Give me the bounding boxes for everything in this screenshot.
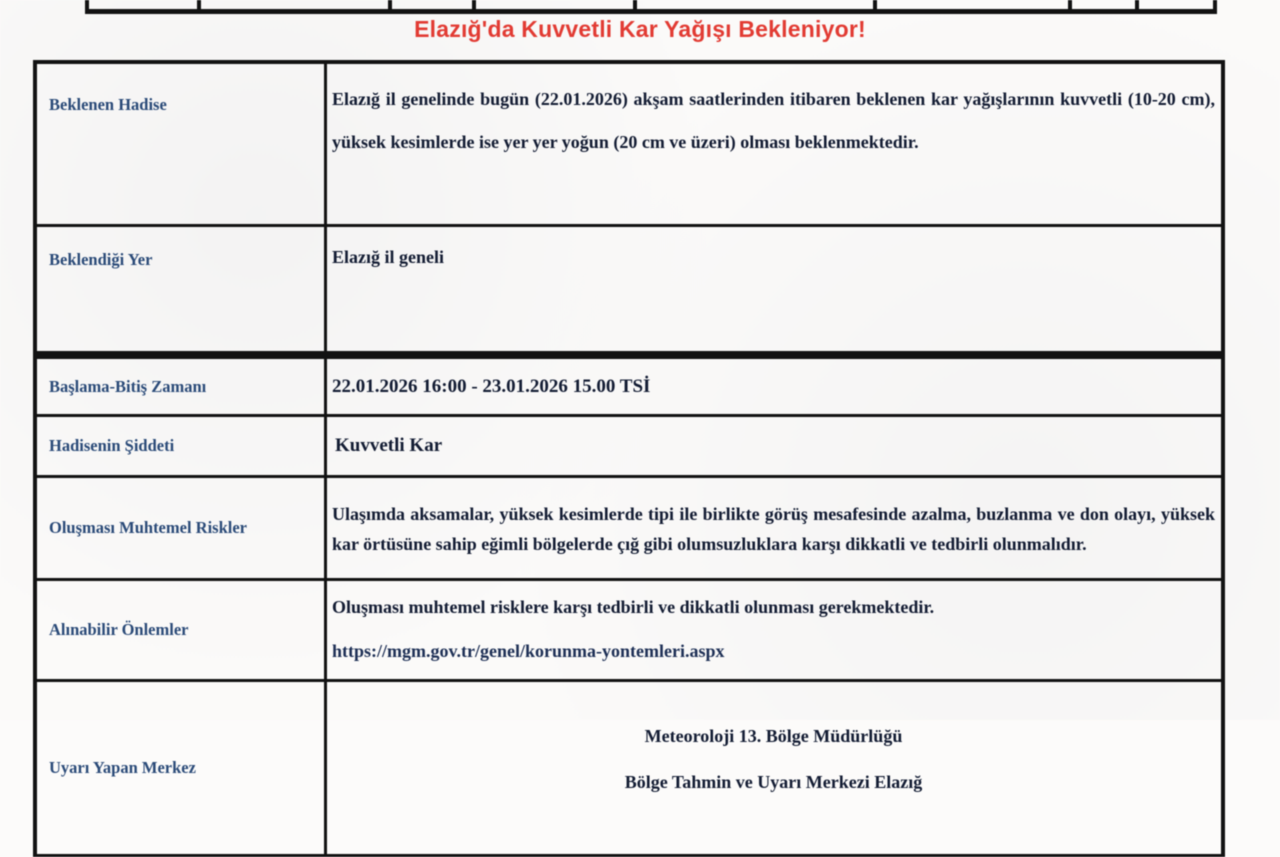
top-table-fragment — [85, 0, 1217, 14]
page-title: Elazığ'da Kuvvetli Kar Yağışı Bekleniyor! — [414, 16, 866, 42]
row-label: Beklenen Hadise — [35, 62, 326, 226]
row-value: Ulaşımda aksamalar, yüksek kesimlerde tipi ile birlikte görüş mesafesinde azalma, buzlanma ve don olayı, yüksek kar örtüsüne sahip eğimli bölgelerde çığ gibi olumsuzluklara karşı dikkatli ve tedbirli olunmalıdır. — [326, 477, 1224, 580]
row-value: Elazığ il genelinde bugün (22.01.2026) akşam saatlerinden itibaren beklenen kar yağışlarının kuvvetli (10-20 cm), yüksek kesimlerde ise yer yer yoğun (20 cm ve üzeri) olması beklenmektedir. — [326, 62, 1224, 226]
table-row-muhtemel-riskler — [35, 477, 1223, 580]
row-value: Elazığ il geneli — [326, 226, 1224, 356]
precaution-text: Oluşması muhtemel risklere karşı tedbirli ve dikkatli olunması gerekmektedir. — [332, 597, 935, 617]
row-label: Hadisenin Şiddeti — [35, 416, 326, 477]
warning-table — [33, 60, 1225, 857]
row-value: 22.01.2026 16:00 - 23.01.2026 15.00 TSİ — [326, 355, 1224, 416]
cell-divider — [197, 0, 201, 9]
issuing-center-line2: Bölge Tahmin ve Uyarı Merkezi Elazığ — [624, 772, 923, 792]
row-value — [326, 580, 1224, 681]
row-value — [326, 681, 1224, 856]
cell-divider — [873, 0, 877, 9]
protection-methods-link[interactable]: https://mgm.gov.tr/genel/korunma-yontemleri.aspx — [332, 641, 725, 661]
cell-divider — [1135, 0, 1139, 9]
table-row-baslama-bitis-zamani — [35, 355, 1223, 416]
cell-divider — [388, 0, 392, 9]
table-row-uyari-yapan-merkez — [35, 681, 1223, 856]
table-row-alinabilir-onlemler — [35, 580, 1223, 681]
row-label: Beklendiği Yer — [35, 226, 326, 356]
row-label: Başlama-Bitiş Zamanı — [35, 355, 326, 416]
row-label: Uyarı Yapan Merkez — [35, 681, 326, 856]
cell-divider — [633, 0, 637, 9]
cell-divider — [85, 0, 89, 9]
row-label: Oluşması Muhtemel Riskler — [35, 477, 326, 580]
cell-divider — [472, 0, 476, 9]
table-row-hadisenin-siddeti — [35, 416, 1223, 477]
table-row-beklenen-hadise — [35, 62, 1223, 226]
row-label: Alınabilir Önlemler — [35, 580, 326, 681]
cell-divider — [1213, 0, 1217, 9]
table-row-beklendigi-yer — [35, 226, 1223, 356]
issuing-center-line1: Meteoroloji 13. Bölge Müdürlüğü — [644, 726, 903, 746]
cell-divider — [1068, 0, 1072, 9]
row-value: Kuvvetli Kar — [326, 416, 1224, 477]
